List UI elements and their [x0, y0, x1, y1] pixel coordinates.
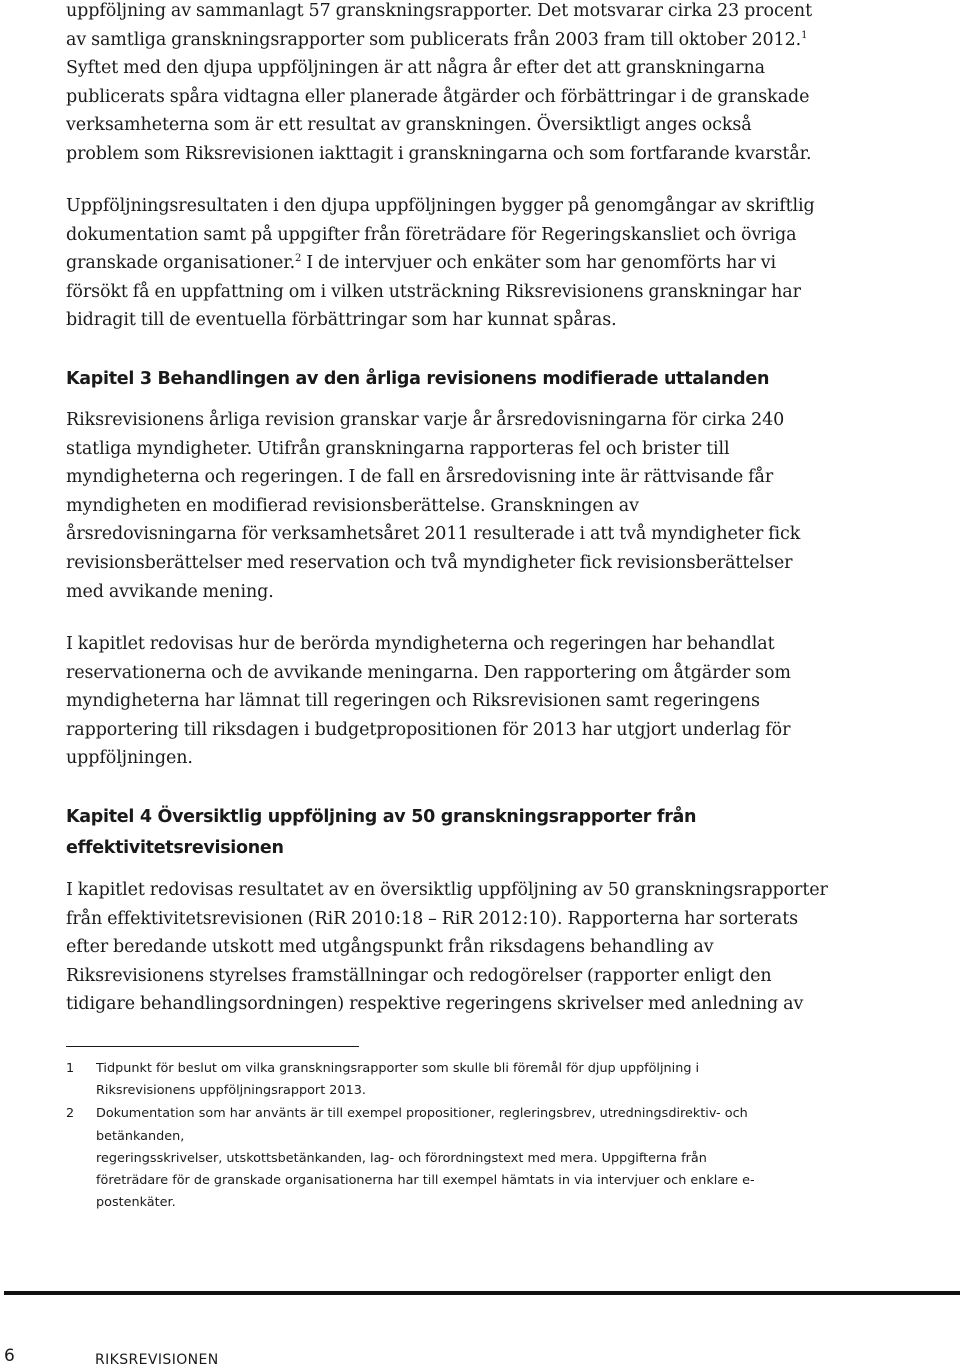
text-line: Uppföljningsresultaten i den djupa uppföljningen bygger på genomgångar av skriftlig — [66, 196, 815, 216]
text-line: publicerats spåra vidtagna eller planerade åtgärder och förbättringar i de granskade — [66, 86, 810, 107]
footnote-ref: 1 — [801, 29, 808, 41]
footnote-line: postenkäter. — [96, 1195, 176, 1211]
chapter-3-paragraph-1 — [66, 406, 800, 606]
footer-organization: RIKSREVISIONEN — [95, 1352, 219, 1368]
footnote-divider — [66, 1046, 359, 1047]
text-line: Syftet med den djupa uppföljningen är att några år efter det att granskningarna — [66, 58, 766, 79]
heading-line: effektivitetsrevisionen — [66, 838, 284, 858]
text-line: reservationerna och de avvikande meningarna. Den rapportering om åtgärder som — [66, 662, 791, 683]
text-line: Riksrevisionens årliga revision granskar varje år årsredovisningarna för cirka 240 — [66, 410, 785, 430]
text-line: I kapitlet redovisas resultatet av en översiktlig uppföljning av 50 granskningsrapporter — [66, 880, 828, 900]
text-line: uppföljningen. — [66, 748, 193, 769]
footnote-line: företrädare för de granskade organisationerna har till exempel hämtats in via intervjuer och enklare e- — [96, 1173, 755, 1189]
text-line: försökt få en uppfattning om i vilken utsträckning Riksrevisionens granskningar har — [66, 281, 801, 302]
heading-line: Kapitel 3 Behandlingen av den årliga revisionens modifierade uttalanden — [66, 369, 770, 389]
footnote-ref: 2 — [295, 253, 302, 265]
footnote-number: 2 — [66, 1106, 75, 1122]
footnotes — [66, 1058, 786, 1215]
text-line: efter beredande utskott med utgångspunkt från riksdagens behandling av — [66, 937, 714, 958]
results-paragraph — [66, 192, 815, 335]
text-line: granskade organisationer.$^2$ I de intervjuer och enkäter som har genomförts har vi — [66, 253, 777, 274]
text-line: myndigheterna har lämnat till regeringen och Riksrevisionen samt regeringens — [66, 691, 760, 712]
footnote-line: Dokumentation som har använts är till exempel propositioner, regleringsbrev, utredningsdirektiv- och — [96, 1106, 748, 1122]
footnote-text — [96, 1103, 755, 1214]
text-line: av samtliga granskningsrapporter som publicerats från 2003 fram till oktober 2012.$^1$ — [66, 29, 808, 50]
footnote-line: Riksrevisionens uppföljningsrapport 2013. — [96, 1083, 366, 1099]
footnote-number: 1 — [66, 1061, 75, 1076]
text-line: problem som Riksrevisionen iakttagit i granskningarna och som fortfarande kvarstår. — [66, 143, 812, 164]
text-line: från effektivitetsrevisionen (RiR 2010:18 – RiR 2012:10). Rapporterna har sorterats — [66, 908, 799, 929]
text-line: uppföljning av sammanlagt 57 granskningsrapporter. Det motsvarar cirka 23 procent — [66, 1, 813, 21]
text-line: I kapitlet redovisas hur de berörda myndigheterna och regeringen har behandlat — [66, 634, 775, 654]
chapter-4-heading — [66, 802, 696, 864]
text-line: statliga myndigheter. Utifrån granskningarna rapporteras fel och brister till — [66, 438, 730, 459]
text-line: Riksrevisionens styrelses framställningar och redogörelser (rapporter enligt den — [66, 965, 772, 986]
text-line: revisionsberättelser med reservation och två myndigheter fick revisionsberättelser — [66, 552, 793, 573]
text-line: tidigare behandlingsordningen) respektive regeringens skrivelser med anledning av — [66, 994, 804, 1015]
chapter-4-paragraph — [66, 876, 828, 1019]
intro-paragraph — [66, 0, 812, 169]
footer-divider — [4, 1291, 960, 1295]
text-line: med avvikande mening. — [66, 581, 274, 602]
page-number: 6 — [4, 1346, 15, 1366]
text-line: dokumentation samt på uppgifter från företrädare för Regeringskansliet och övriga — [66, 224, 797, 245]
text-line: myndigheten en modifierad revisionsberättelse. Granskningen av — [66, 495, 639, 516]
heading-line: Kapitel 4 Översiktlig uppföljning av 50 granskningsrapporter från — [66, 807, 697, 827]
footnote-line: Tidpunkt för beslut om vilka granskningsrapporter som skulle bli föremål för djup uppföljning i — [96, 1061, 700, 1076]
footnote-line: regeringsskrivelser, utskottsbetänkanden, lag- och förordningstext med mera. Uppgifterna från — [96, 1150, 707, 1166]
chapter-3-heading — [66, 364, 769, 395]
text-line: myndigheterna och regeringen. I de fall en årsredovisning inte är rättvisande får — [66, 467, 774, 488]
footnote-2 — [66, 1103, 786, 1214]
text-line: rapportering till riksdagen i budgetpropositionen för 2013 har utgjort underlag för — [66, 719, 791, 740]
chapter-3-paragraph-2 — [66, 630, 791, 773]
text-line: bidragit till de eventuella förbättringar som har kunnat spåras. — [66, 310, 617, 331]
text-line: årsredovisningarna för verksamhetsåret 2011 resulterade i att två myndigheter fick — [66, 524, 801, 545]
footnote-text — [96, 1058, 699, 1102]
footnote-1 — [66, 1058, 786, 1102]
footnote-line: betänkanden, — [96, 1128, 185, 1144]
text-line: verksamheterna som är ett resultat av granskningen. Översiktligt anges också — [66, 115, 752, 136]
